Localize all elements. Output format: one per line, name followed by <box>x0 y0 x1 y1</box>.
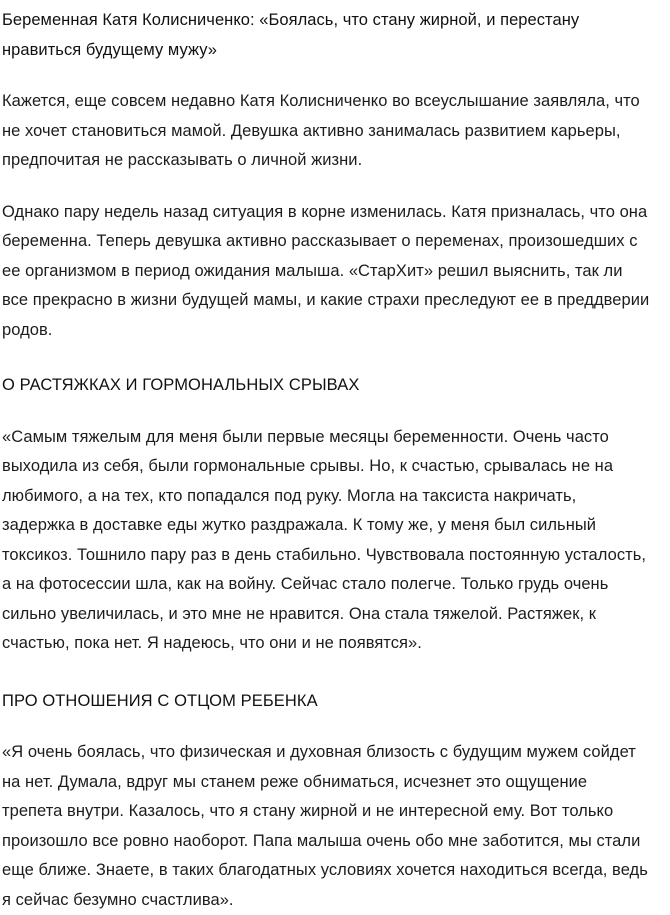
intro-paragraph: Кажется, еще совсем недавно Катя Колисниченко во всеуслышание заявляла, что не хочет становиться мамой. Девушка активно занималась развитием карьеры, предпочитая не рассказывать о личной жизни. <box>2 92 640 169</box>
section-quote-father-relationship: «Я очень боялась, что физическая и духовная близость с будущим мужем сойдет на нет. Думала, вдруг мы станем реже обниматься, исчезнет это ощущение трепета внутри. Казалось, что я стану жирной и не интересной ему. Вот только произошло все ровно наоборот. Папа малыша очень обо мне заботится, мы стали еще ближе. Знаете, в таких благодатных условиях хочется находиться всегда, ведь я сейчас безумно счастлива». <box>2 743 648 909</box>
section-heading-father-relationship: ПРО ОТНОШЕНИЯ С ОТЦОМ РЕБЕНКА <box>2 691 318 710</box>
section-quote-stretch-marks: «Самым тяжелым для меня были первые месяцы беременности. Очень часто выходила из себя, были гормональные срывы. Но, к счастью, срывалась не на любимого, а на тех, кто попадался под руку. Могла на таксиста накричать, задержка в доставке еды жутко раздражала. К тому же, у меня был сильный токсикоз. Тошнило пару раз в день стабильно. Чувствовала постоянную усталость, а на фотосессии шла, как на войну. Сейчас стало полегче. Только грудь очень сильно увеличилась, и это мне не нравится. Она стала тяжелой. Растяжек, к счастью, пока нет. Я надеюсь, что они и не появятся». <box>2 427 647 652</box>
page-title: Беременная Катя Колисниченко: «Боялась, что стану жирной, и перестану нравиться будущему мужу» <box>2 11 580 59</box>
second-paragraph: Однако пару недель назад ситуация в корне изменилась. Катя призналась, что она беременна. Теперь девушка активно рассказывает о переменах, произошедших с ее организмом в период ожидания малыша. «СтарХит» решил выяснить, так ли все прекрасно в жизни будущей мамы, и какие страхи преследуют ее в преддверии родов. <box>2 202 650 339</box>
section-heading-stretch-marks: О РАСТЯЖКАХ И ГОРМОНАЛЬНЫХ СРЫВАХ <box>2 376 360 394</box>
